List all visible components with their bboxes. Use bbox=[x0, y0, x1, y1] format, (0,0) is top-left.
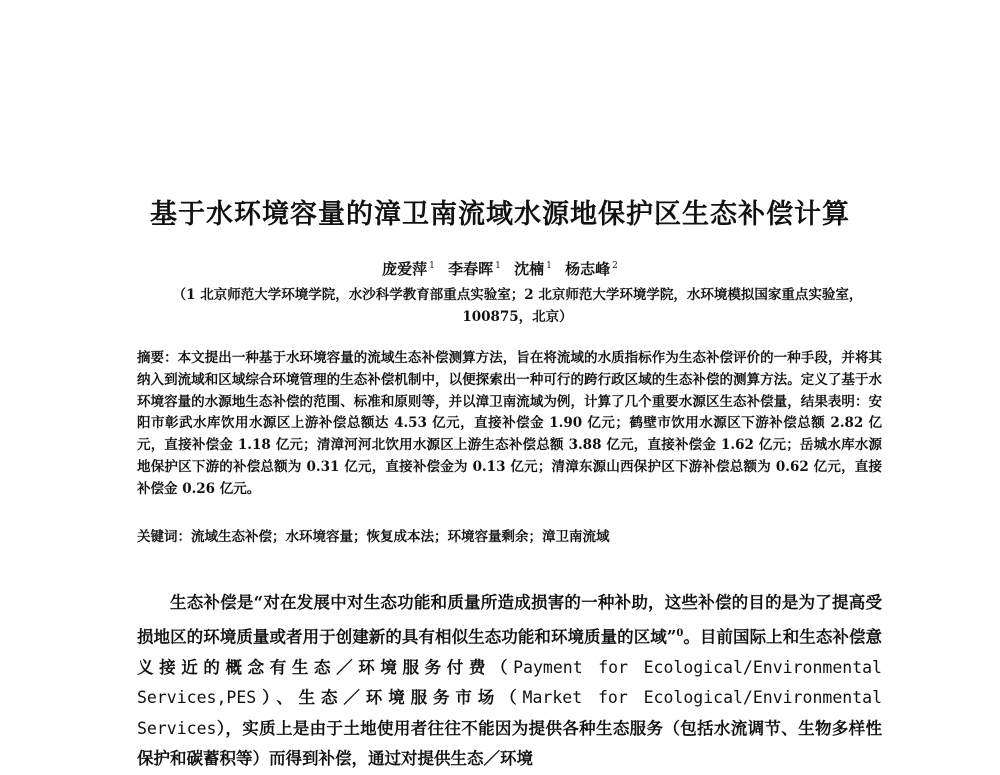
body-english-term-2: Market for Ecological/Environmental Services bbox=[137, 688, 883, 738]
affiliation: （1 北京师范大学环境学院，水沙科学教育部重点实验室；2 北京师范大学环境学院，水环境模拟国家重点实验室，100875，北京） bbox=[172, 287, 863, 325]
abstract-label: 摘要： bbox=[137, 350, 178, 366]
body-text-1: 生态补偿是“对在发展中对生态功能和质量所造成损害的一种补助，这些补偿的目的是为了提高受损地区的环境质量或者用于创建新的具有相似生态功能和环境质量的区域” bbox=[137, 593, 882, 646]
body-paragraph bbox=[137, 588, 882, 775]
citation-ref: 0 bbox=[676, 627, 684, 639]
keywords-text: 流域生态补偿；水环境容量；恢复成本法；环境容量剩余；漳卫南流域 bbox=[191, 529, 610, 545]
author-name: 李春晖 bbox=[448, 260, 494, 278]
abstract-text: 本文提出一种基于水环境容量的流域生态补偿测算方法，旨在将流域的水质指标作为生态补偿评价的一种手段，并将其纳入到流域和区域综合环境管理的生态补偿机制中，以便探索出一种可行的跨行政区域的生态补偿的测算方法。定义了基于水环境容量的水源地生态补偿的范围、标准和原则等，并以漳卫南流域为例，计算了几个重要水源区生态补偿量，结果表明：安阳市彰武水库饮用水源区上游补偿总额达 4.53 亿元，直接补偿金 1.90 亿元；鹤壁市饮用水源区下游补偿总额 2.82 亿元，直接补偿金 1.18 亿元；清漳河河北饮用水源区上游生态补偿总额 3.88 亿元，直接补偿金 1.62 亿元；岳城水库水源地保护区下游的补偿总额为 0.31 亿元，直接补偿金为 0.13 亿元；清漳东源山西保护区下游补偿总额为 0.62 亿元，直接补偿金 0.26 亿元。 bbox=[137, 350, 883, 497]
author-1 bbox=[382, 260, 435, 278]
author-name: 沈楠 bbox=[514, 260, 545, 278]
author-affil-mark: 1 bbox=[546, 261, 552, 271]
author-name: 杨志峰 bbox=[565, 260, 611, 278]
keywords bbox=[137, 526, 882, 548]
author-3 bbox=[514, 260, 552, 278]
author-affil-mark: 1 bbox=[429, 261, 435, 271]
author-2 bbox=[448, 260, 501, 278]
abstract bbox=[137, 348, 882, 501]
body-english-term-1: Payment for Ecological/Environmental Services,PES bbox=[137, 657, 882, 707]
author-list bbox=[0, 258, 1000, 279]
author-affil-mark: 1 bbox=[495, 261, 501, 271]
body-text-2: 。目前国际上和生态补偿意义接近的概念有生态／环境服务付费（ bbox=[137, 627, 883, 677]
author-affil-mark: 2 bbox=[612, 261, 618, 271]
paper-title: 基于水环境容量的漳卫南流域水源地保护区生态补偿计算 bbox=[150, 199, 850, 230]
body-text-4: ），实质上是由于土地使用者往往不能因为提供各种生态服务（包括水流调节、生物多样性保护和碳蓄积等）而得到补偿，通过对提供生态／环境 bbox=[137, 718, 882, 768]
author-4 bbox=[565, 260, 618, 278]
body-text-3: ）、生态／环境服务市场（ bbox=[256, 688, 523, 707]
keywords-label: 关键词： bbox=[137, 529, 191, 545]
author-name: 庞爱萍 bbox=[382, 260, 428, 278]
